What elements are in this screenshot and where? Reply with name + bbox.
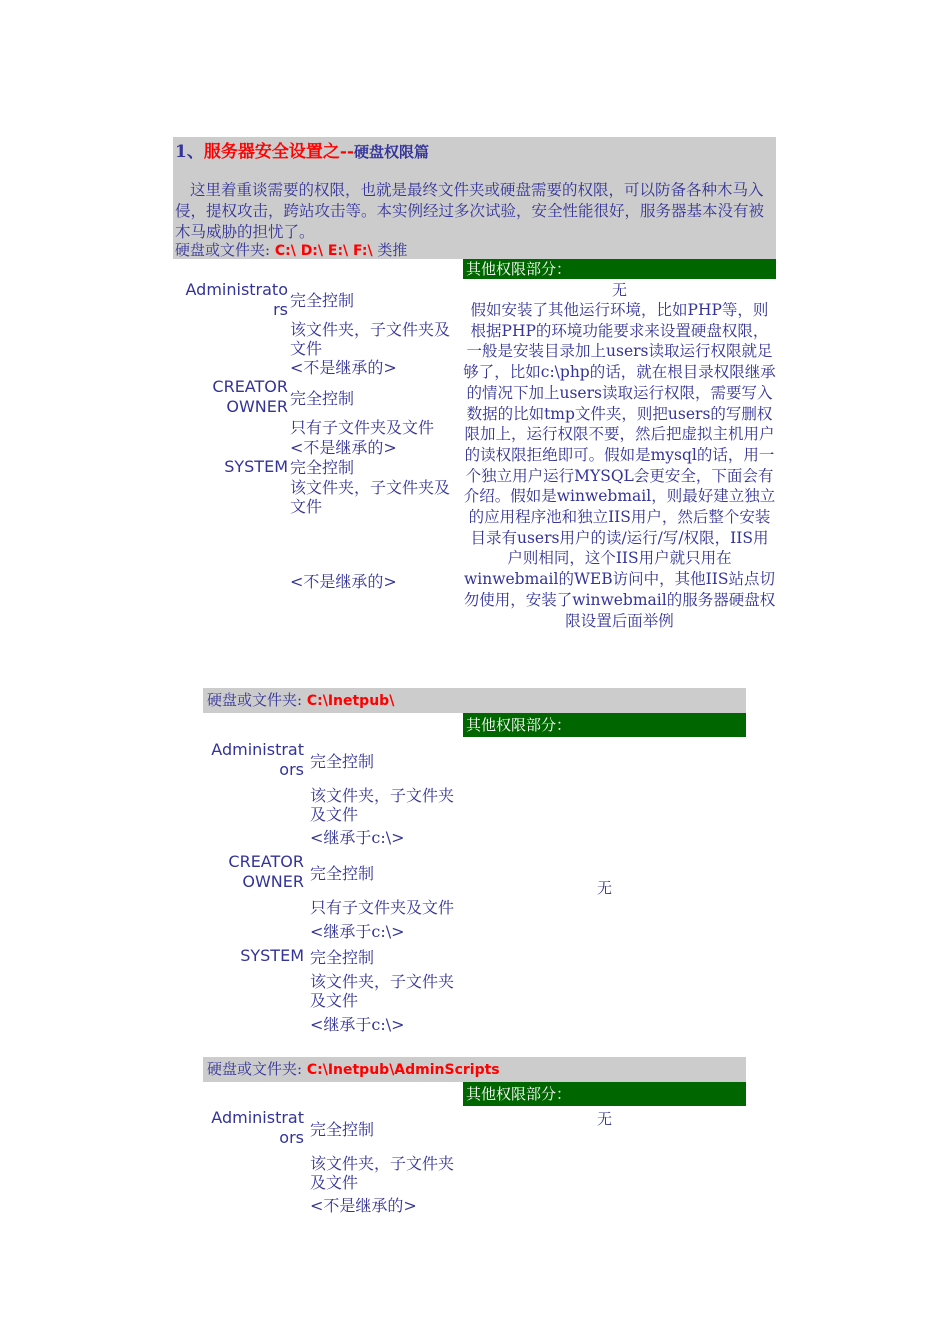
section1-role-system: SYSTEM	[224, 457, 288, 476]
section2-role-creator-owner-perm: 完全控制	[310, 864, 375, 883]
section2-role-system: SYSTEM	[240, 946, 304, 965]
section1-folder-line	[175, 240, 407, 261]
section3-role-administrators-perm: 完全控制	[310, 1120, 375, 1139]
section2-role-system-inherit: <继承于c:\>	[310, 1015, 405, 1034]
folder-label: 硬盘或文件夹:	[207, 691, 307, 709]
section3-role-administrators: Administrat ors	[211, 1108, 304, 1147]
section2-other-header: 其他权限部分：	[463, 713, 746, 737]
title-prefix: 1、	[175, 142, 204, 162]
title-sub: 硬盘权限篇	[353, 143, 429, 161]
section3-role-administrators-inherit: <不是继承的>	[310, 1196, 417, 1215]
section2-role-administrators: Administrat ors	[211, 740, 304, 779]
section1-role-system-perm: 完全控制	[290, 458, 355, 477]
section2-role-administrators-inherit: <继承于c:\>	[310, 828, 405, 847]
section1-role-administrators-inherit: <不是继承的>	[290, 358, 397, 377]
section2-folder-bar	[203, 688, 746, 713]
section1-role-creator-owner-scope: 只有子文件夹及文件	[290, 418, 435, 437]
title-main: 服务器安全设置之--	[203, 142, 354, 162]
section2-role-administrators-scope: 该文件夹，子文件夹及文件	[310, 786, 455, 824]
section1-intro: 这里着重谈需要的权限，也就是最终文件夹或硬盘需要的权限，可以防备各种木马入侵，提权攻击，跨站攻击等。本实例经过多次试验，安全性能很好，服务器基本没有被木马威胁的担忧了。	[175, 181, 765, 241]
section2-role-system-scope: 该文件夹，子文件夹及文件	[310, 972, 455, 1010]
section3-role-administrators-scope: 该文件夹，子文件夹及文件	[310, 1154, 455, 1192]
section1-role-creator-owner-perm: 完全控制	[290, 389, 355, 408]
section1-role-administrators-scope: 该文件夹，子文件夹及文件	[290, 320, 451, 358]
section2-role-creator-owner: CREATOR OWNER	[228, 852, 304, 891]
section1-role-administrators-perm: 完全控制	[290, 291, 355, 310]
section1-other-header: 其他权限部分：	[463, 259, 776, 279]
folder-value: C:\Inetpub\AdminScripts	[306, 1062, 500, 1078]
folder-value: C:\Inetpub\	[306, 693, 395, 709]
section3-folder-bar	[203, 1057, 746, 1082]
section3-other-none: 无	[596, 1110, 612, 1128]
section2-role-creator-owner-scope: 只有子文件夹及文件	[310, 898, 455, 917]
section1-role-system-inherit: <不是继承的>	[290, 572, 397, 591]
section1-role-administrators: Administrato rs	[185, 280, 288, 319]
section2-role-creator-owner-inherit: <继承于c:\>	[310, 922, 405, 941]
section2-role-administrators-perm: 完全控制	[310, 752, 375, 771]
section1-other-none: 无	[611, 281, 627, 299]
section1-role-creator-owner-inherit: <不是继承的>	[290, 438, 397, 457]
section1-other-text: 假如安装了其他运行环境，比如PHP等，则根据PHP的环境功能要求来设置硬盘权限，一般是安装目录加上users读取运行权限就足够了，比如c:\php的话，就在根目录权限继承的情况下加上users读取运行权限，需要写入数据的比如tmp文件夹，则把users的写删权限加上，运行权限不要，然后把虚拟主机用户的读权限拒绝即可。假如是mysql的话，用一个独立用户运行MYSQL会更安全，下面会有介绍。假如是winwebmail，则最好建立独立的应用程序池和独立IIS用户，然后整个安装目录有users用户的读/运行/写/权限，IIS用户则相同，这个IIS用户就只用在winwebmail的WEB访问中，其他IIS站点切勿使用，安装了winwebmail的服务器硬盘权限设置后面举例	[463, 301, 776, 630]
section2-other-none: 无	[596, 879, 612, 897]
folder-value: C:\ D:\ E:\ F:\	[274, 243, 373, 259]
section3-other-header: 其他权限部分：	[463, 1082, 746, 1106]
section2-role-system-perm: 完全控制	[310, 948, 375, 967]
folder-suffix: 类推	[372, 241, 408, 259]
folder-label: 硬盘或文件夹:	[207, 1060, 307, 1078]
section1-role-creator-owner: CREATOR OWNER	[212, 377, 288, 416]
folder-label: 硬盘或文件夹:	[175, 241, 275, 259]
section1-title	[175, 141, 429, 163]
section1-role-system-scope: 该文件夹，子文件夹及文件	[290, 478, 451, 516]
